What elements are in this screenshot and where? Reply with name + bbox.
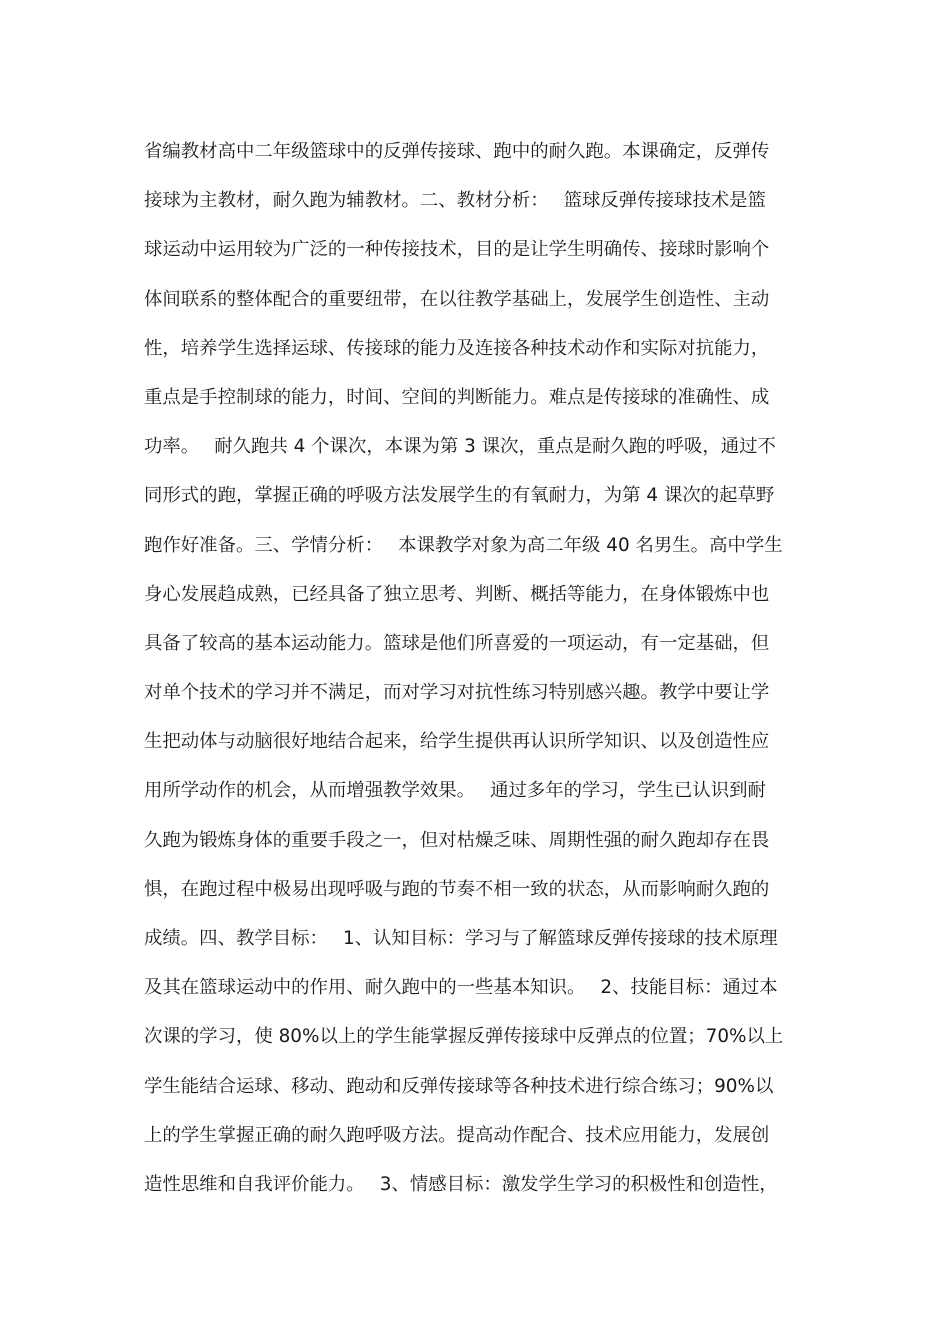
text-line: 省编教材高中二年级篮球中的反弹传接球、跑中的耐久跑。本课确定，反弹传: [144, 141, 770, 162]
text-line: 成绩。四、教学目标： 1、认知目标：学习与了解篮球反弹传接球的技术原理: [144, 928, 778, 949]
text-line: 上的学生掌握正确的耐久跑呼吸方法。提高动作配合、技术应用能力，发展创: [144, 1124, 770, 1146]
text-line: 身心发展趋成熟，已经具备了独立思考、判断、概括等能力，在身体锻炼中也: [144, 583, 770, 605]
text-line: 具备了较高的基本运动能力。篮球是他们所喜爱的一项运动，有一定基础，但: [144, 632, 770, 654]
text-line: 球运动中运用较为广泛的一种传接技术，目的是让学生明确传、接球时影响个: [144, 239, 770, 261]
text-line: 同形式的跑，掌握正确的呼吸方法发展学生的有氧耐力，为第 4 课次的起草野: [144, 485, 775, 507]
text-line: 跑作好准备。三、学情分析： 本课教学对象为高二年级 40 名男生。高中学生: [144, 534, 783, 556]
text-line: 用所学动作的机会，从而增强教学效果。 通过多年的学习，学生已认识到耐: [144, 780, 766, 802]
text-line: 造性思维和自我评价能力。 3、情感目标：激发学生学习的积极性和创造性，: [144, 1173, 778, 1195]
text-line: 接球为主教材，耐久跑为辅教材。二、教材分析： 篮球反弹传接球技术是篮: [144, 190, 766, 212]
text-line: 惧，在跑过程中极易出现呼吸与跑的节奏不相一致的状态，从而影响耐久跑的: [144, 878, 770, 900]
document-body: [144, 132, 808, 1214]
text-line: 性，培养学生选择运球、传接球的能力及连接各种技术动作和实际对抗能力，: [144, 337, 770, 359]
text-line: 对单个技术的学习并不满足，而对学习对抗性练习特别感兴趣。教学中要让学: [144, 682, 770, 704]
text-line: 及其在篮球运动中的作用、耐久跑中的一些基本知识。 2、技能目标：通过本: [144, 977, 778, 999]
text-line: 体间联系的整体配合的重要纽带，在以往教学基础上，发展学生创造性、主动: [144, 288, 770, 310]
text-line: 功率。 耐久跑共 4 个课次，本课为第 3 课次，重点是耐久跑的呼吸，通过不: [144, 436, 776, 458]
text-line: 重点是手控制球的能力，时间、空间的判断能力。难点是传接球的准确性、成: [144, 386, 770, 408]
text-line: 生把动体与动脑很好地结合起来，给学生提供再认识所学知识、以及创造性应: [144, 731, 770, 753]
text-line: 次课的学习，使 80%以上的学生能掌握反弹传接球中反弹点的位置；70%以上: [144, 1026, 784, 1048]
text-line: 久跑为锻炼身体的重要手段之一，但对枯燥乏味、周期性强的耐久跑却存在畏: [144, 829, 770, 851]
text-line: 学生能结合运球、移动、跑动和反弹传接球等各种技术进行综合练习；90%以: [144, 1075, 774, 1097]
